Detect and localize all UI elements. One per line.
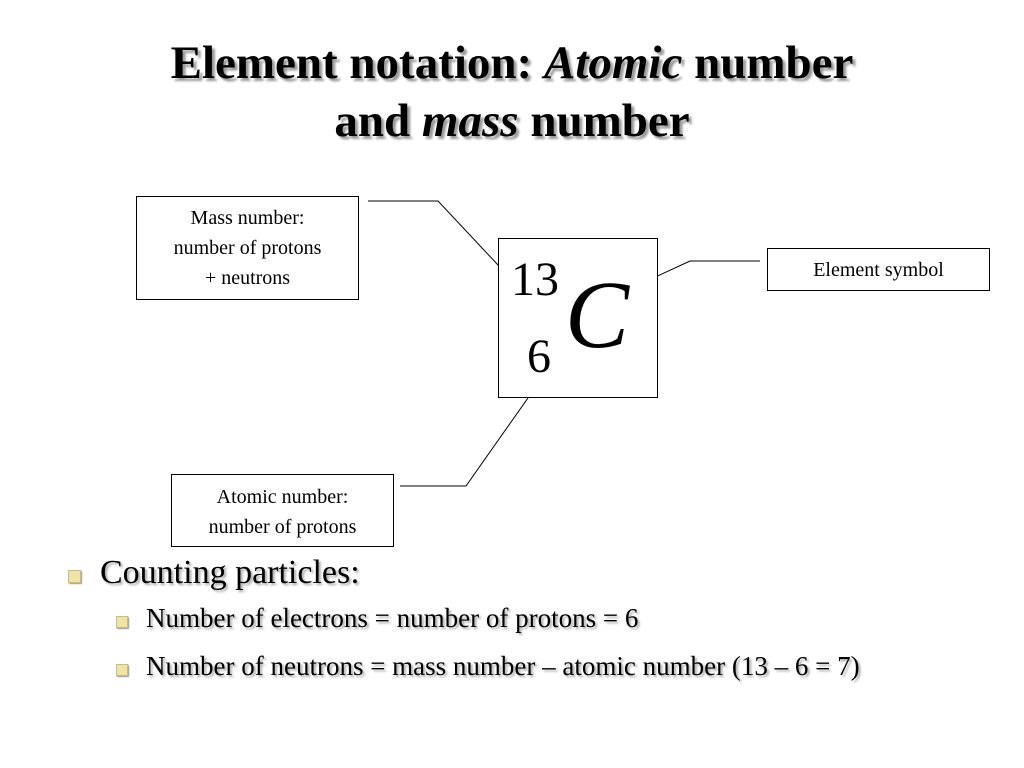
element-notation-box — [498, 238, 658, 398]
bullet-heading: Counting particles: — [62, 550, 982, 596]
bullet-item-electrons: Number of electrons = number of protons = 6 — [62, 600, 982, 636]
mass-label-line-3: + neutrons — [204, 267, 291, 289]
atomic-number-value: 6 — [527, 330, 551, 383]
mass-number-label-box — [136, 196, 359, 300]
atomic-number-connector — [400, 388, 535, 486]
bullet-item-neutrons: Number of neutrons = mass number – atomic number (13 – 6 = 7) — [62, 648, 982, 684]
atomic-label-line-1: Atomic number: — [216, 486, 349, 508]
mass-label-line-2: number of protons — [173, 237, 322, 259]
slide-title — [0, 34, 1024, 150]
title-line-2: and mass number — [334, 95, 690, 147]
element-symbol-label-box — [767, 248, 990, 291]
bullet-square-icon — [116, 616, 128, 628]
atomic-number-label-box — [171, 474, 394, 547]
mass-label-line-1: Mass number: — [190, 207, 305, 229]
mass-number-connector — [368, 201, 513, 281]
mass-number-value: 13 — [511, 253, 559, 306]
atomic-label-line-2: number of protons — [208, 516, 357, 538]
element-symbol-value: C — [565, 261, 630, 368]
bullet-list — [62, 550, 982, 684]
symbol-label-text: Element symbol — [813, 259, 944, 281]
bullet-square-icon — [68, 570, 81, 583]
title-line-1: Element notation: Atomic number — [170, 37, 854, 89]
bullet-square-icon — [116, 664, 128, 676]
